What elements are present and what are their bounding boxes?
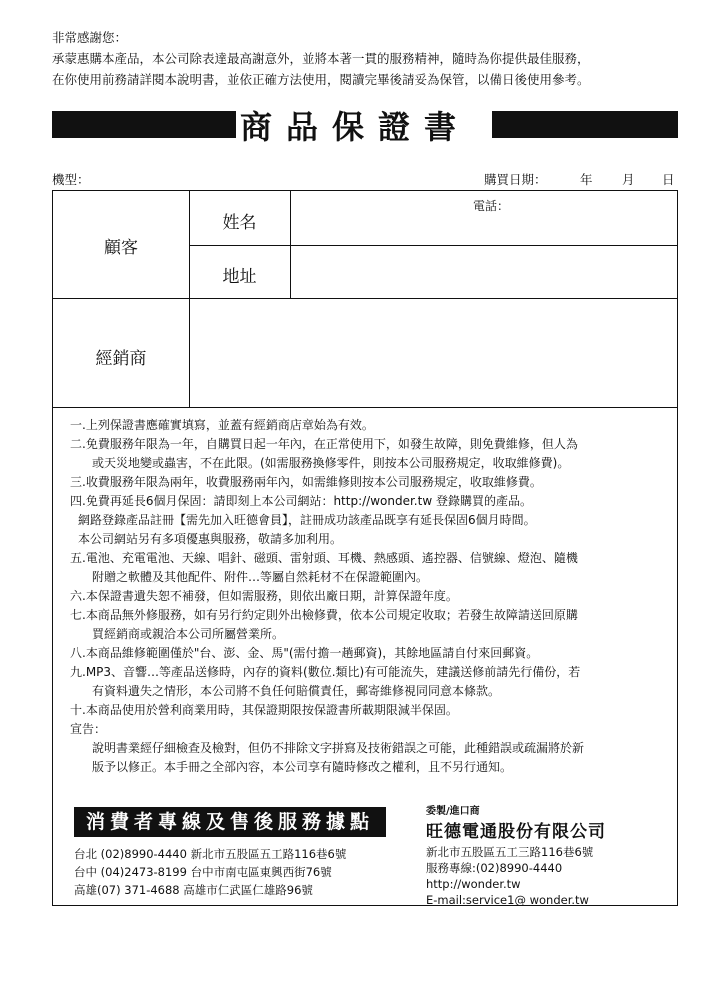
address-field[interactable] [291,246,677,298]
intro-line-1: 承蒙惠購本產品，本公司除表達最高謝意外，並將本著一貫的服務精神，隨時為你提供最佳服務， [52,51,590,66]
term-line: 說明書業經仔細檢查及檢對，但仍不排除文字拼寫及技術錯誤之可能，此種錯誤或疏漏將於新 [92,741,585,755]
address-label: 地址 [222,267,257,287]
title-bar-right [492,111,678,138]
term-line: 或天災地變或蟲害，不在此限。(如需服務換修零件，則按本公司服務規定，收取維修費)。 [92,456,570,470]
service-banner: 消費者專線及售後服務據點 [74,807,386,837]
term-line: 九.MP3、音響…等產品送修時，內存的資料(數位.類比)有可能流失，建議送修前請先行備份，若 [70,665,581,679]
term-line: 七.本商品無外修服務，如有另行約定則外出檢修費，依本公司規定收取；若發生故障請送回原購 [70,608,578,622]
vendor-hotline: 服務專線:(02)8990-4440 [426,861,563,875]
term-line: 四.免費再延長6個月保固：請即刻上本公司網站：http://wonder.tw 登錄購買的產品。 [70,494,532,508]
title-bar-left [52,111,236,138]
term-line: 二.免費服務年限為一年，自購買日起一年內，在正常使用下，如發生故障，則免費維修，但人為 [70,437,578,451]
term-line: 版予以修正。本手冊之全部內容，本公司享有隨時修改之權利，且不另行通知。 [92,760,513,774]
vendor-address: 新北市五股區五工三路116巷6號 [426,845,594,859]
intro-text [52,27,692,90]
term-line: 八.本商品維修範圍僅於"台、澎、金、馬"(需付擔一趟郵資)，其餘地區請自付來回郵資。 [70,646,539,660]
term-line: 宣告： [70,722,107,736]
term-line: 十.本商品使用於營利商業用時，其保證期限按保證書所載期限減半保固。 [70,703,458,717]
greeting: 非常感謝您： [52,30,128,45]
term-line: 附贈之軟體及其他配件、附件…等屬自然耗材不在保證範圍內。 [92,570,429,584]
phone-label: 電話： [473,199,510,213]
vendor-company: 旺德電通股份有限公司 [426,822,606,842]
term-line: 網路登錄產品註冊【需先加入旺德會員】，註冊成功該產品既享有延長保固6個月時間。 [78,513,536,527]
service-branches [74,845,346,899]
day-label: 日 [662,172,675,187]
vendor-email[interactable]: E-mail:service1@ wonder.tw [426,893,589,907]
term-line: 買經銷商或親洽本公司所屬營業所。 [92,627,285,641]
name-field[interactable] [291,191,677,245]
vendor-website[interactable]: http://wonder.tw [426,877,521,891]
term-line: 三.收費服務年限為兩年，收費服務兩年內，如需維修則按本公司服務規定，收取維修費。 [70,475,542,489]
month-label: 月 [622,172,635,187]
purchase-date-label: 購買日期： [484,172,547,187]
warranty-terms [70,416,670,777]
term-line: 本公司網站另有多項優惠與服務，敬請多加利用。 [78,532,343,546]
dealer-stamp-area[interactable] [190,299,677,407]
model-label: 機型： [52,172,90,187]
dealer-terms-divider [53,407,678,408]
page-title: 商品保證書 [239,108,470,146]
dealer-label: 經銷商 [95,349,147,369]
year-label: 年 [580,172,593,187]
name-label: 姓名 [222,213,257,233]
branch-taipei: 台北 (02)8990-4440 新北市五股區五工路116巷6號 [74,847,347,861]
term-line: 五.電池、充電電池、天線、唱針、磁頭、雷射頭、耳機、熱感頭、遙控器、信號線、燈泡、隨機 [70,551,578,565]
intro-line-2: 在你使用前務請詳閱本說明書，並依正確方法使用，閱讀完畢後請妥為保管，以備日後使用參考。 [52,72,590,87]
vendor-info [426,804,606,908]
term-line: 六.本保證書遺失恕不補發，但如需服務，則依出廠日期，計算保證年度。 [70,589,458,603]
term-line: 有資料遺失之情形，本公司將不負任何賠償責任，郵寄維修視同同意本條款。 [92,684,501,698]
vendor-role: 委製/進口商 [426,806,480,817]
branch-kaohsiung: 高雄(07) 371-4688 高雄市仁武區仁雄路96號 [74,883,313,897]
customer-label: 顧客 [104,238,138,258]
term-line: 一.上列保證書應確實填寫，並蓋有經銷商店章始為有效。 [70,418,374,432]
branch-taichung: 台中 (04)2473-8199 台中市南屯區東興西街76號 [74,865,332,879]
